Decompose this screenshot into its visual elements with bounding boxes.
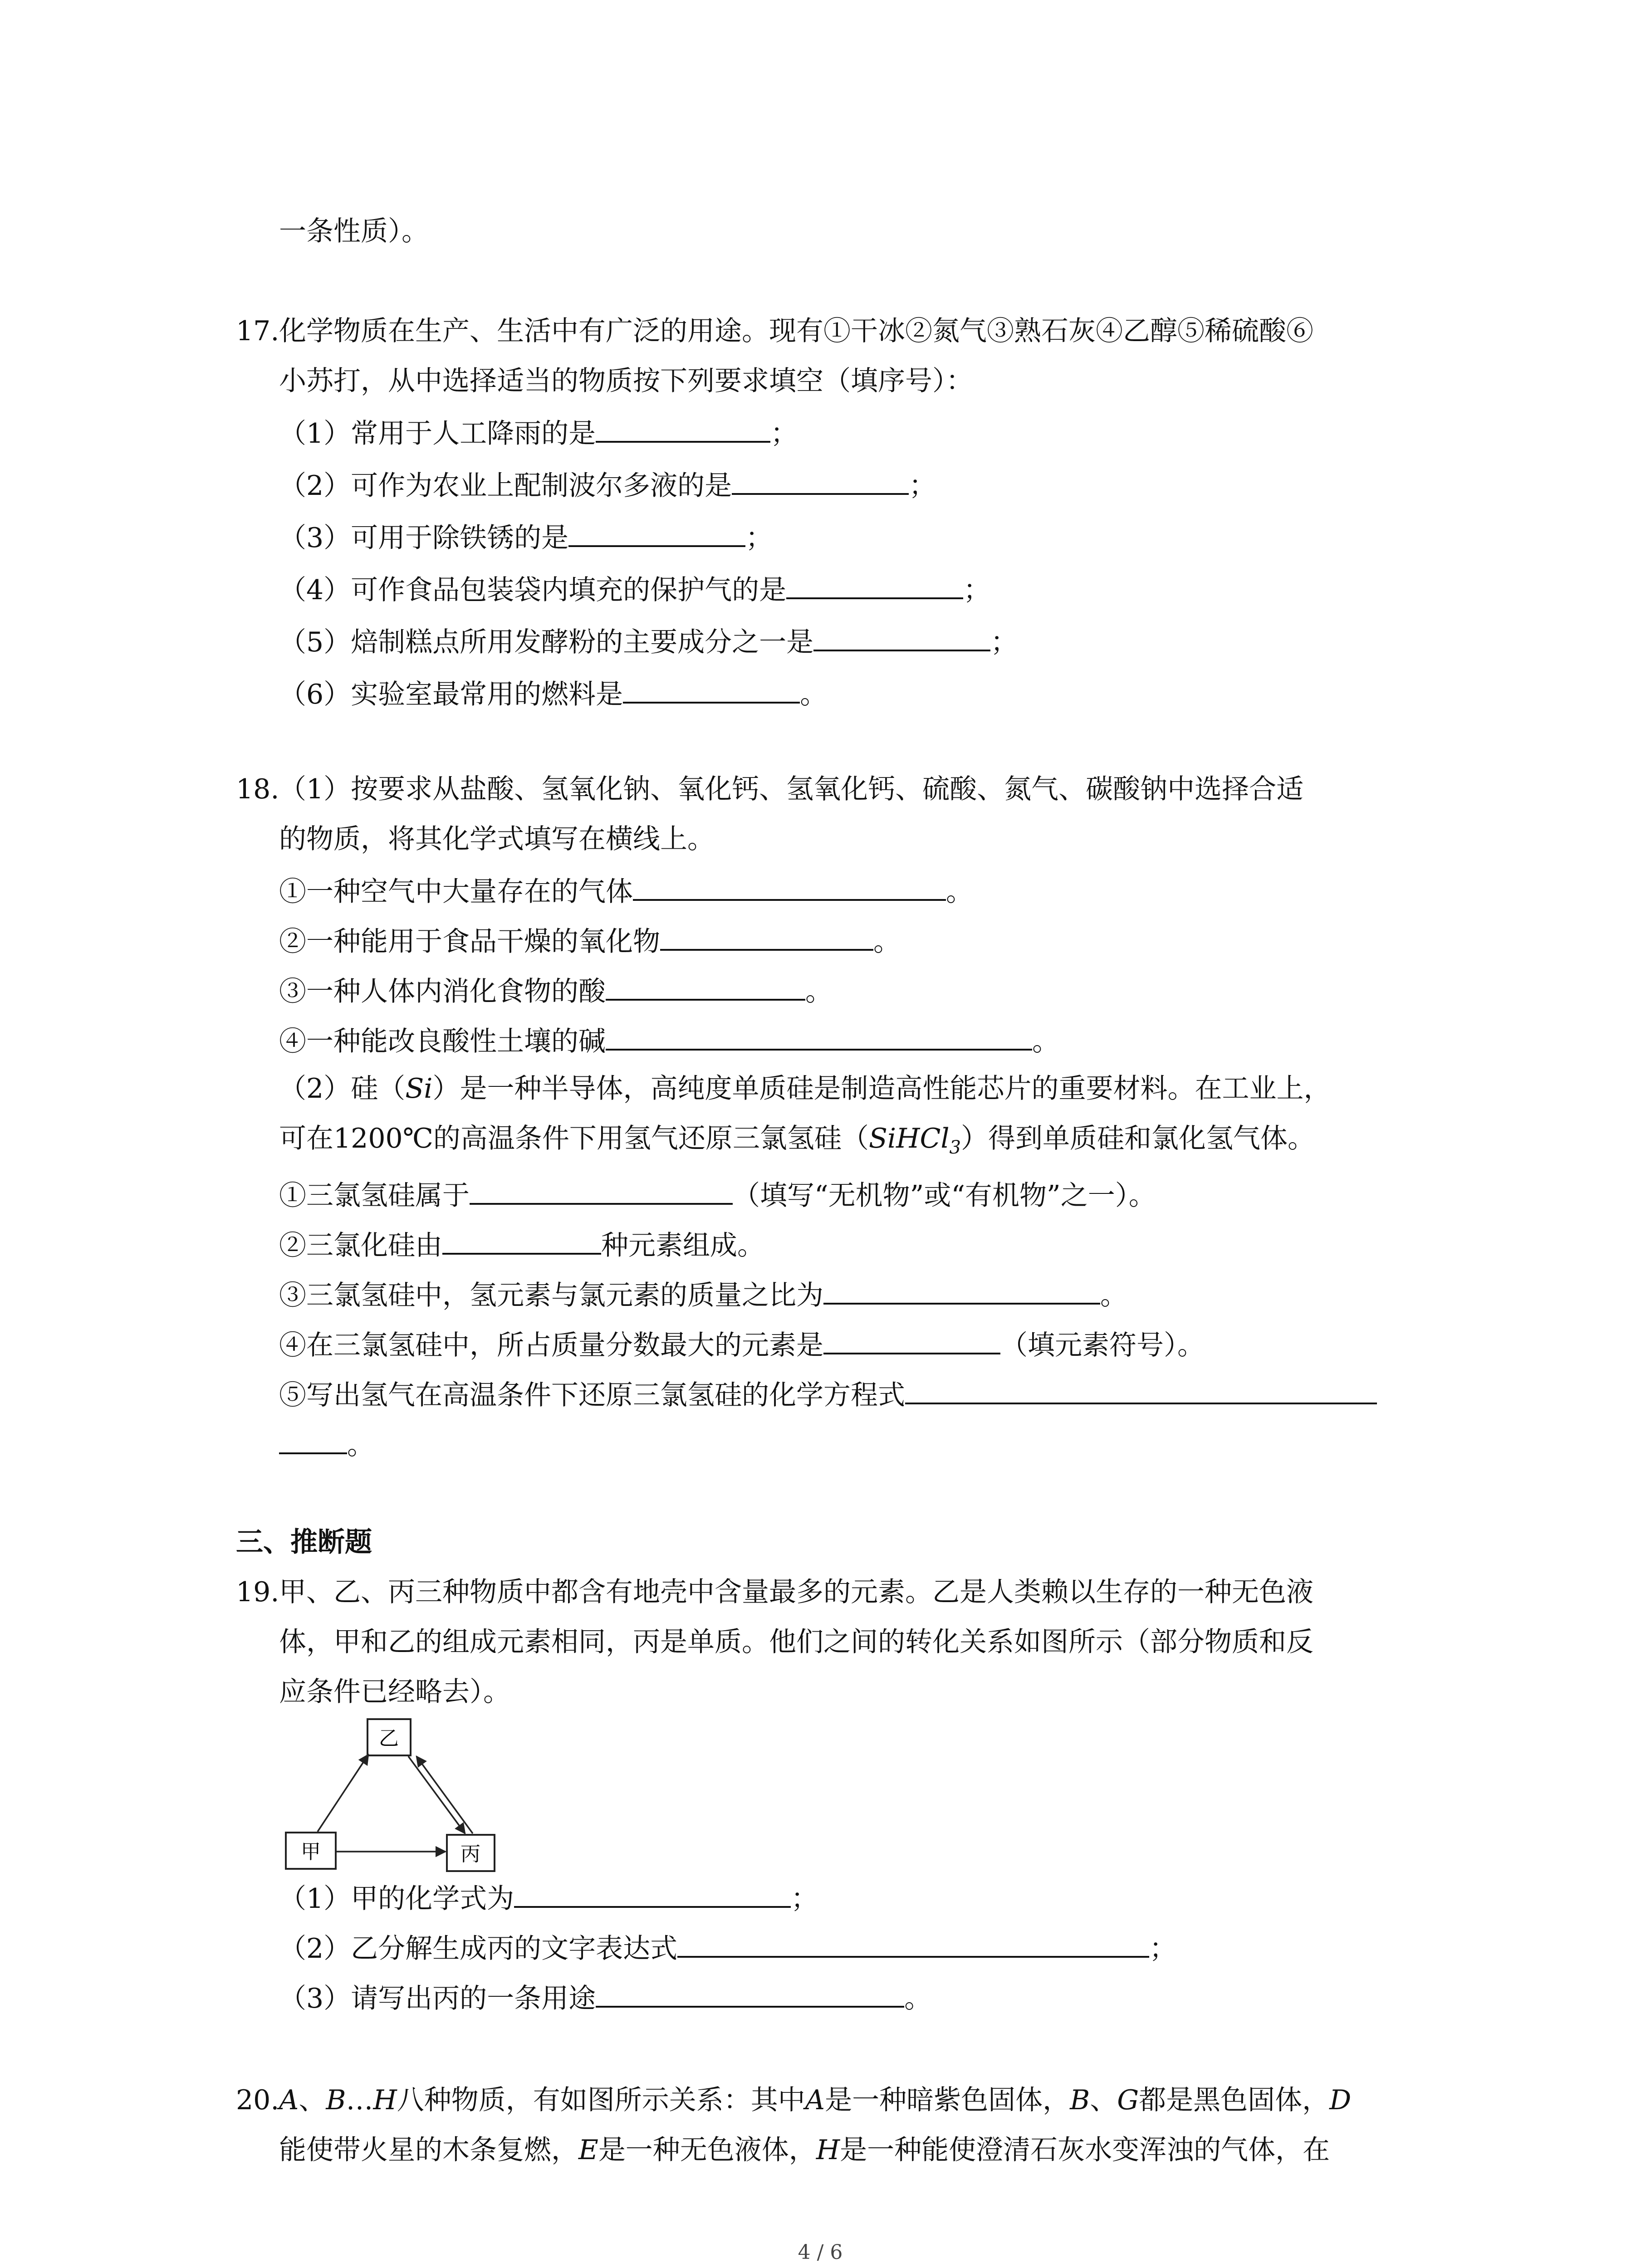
q18-part1-item-3: ③一种人体内消化食物的酸 。 bbox=[279, 971, 833, 1010]
section-heading: 三、推断题 bbox=[236, 1526, 372, 1558]
q20-text-run: 八种物质，有如图所示关系：其中 bbox=[397, 2084, 805, 2116]
arrow-bing-to-yi bbox=[416, 1756, 473, 1833]
q16-tail: 一条性质）。 bbox=[279, 215, 429, 247]
q20-text-run: 能使带火星的木条复燃， bbox=[279, 2134, 578, 2166]
q19-number: 19. bbox=[236, 1576, 279, 1608]
page-number: 4 / 6 bbox=[798, 2241, 843, 2264]
q18-part2-line1: （2）硅（Si）是一种半导体，高纯度单质硅是制造高性能芯片的重要材料。在工业上， bbox=[279, 1073, 1331, 1105]
q20-text-run: A bbox=[805, 2084, 825, 2116]
q19-item-1: （1）甲的化学式为 ； bbox=[279, 1878, 818, 1917]
answer-blank[interactable] bbox=[786, 569, 963, 599]
q18-stem-line1: （1）按要求从盐酸、氢氧化钠、氧化钙、氢氧化钙、硫酸、氮气、碳酸钠中选择合适 bbox=[279, 773, 1304, 805]
answer-blank[interactable] bbox=[677, 1928, 1149, 1958]
q18-part2-line2: 可在1200℃的高温条件下用氢气还原三氯氢硅（SiHCl$_3$）得到单质硅和氯化氢气体。 bbox=[279, 1123, 1315, 1158]
q20-text-run: D bbox=[1329, 2084, 1352, 2116]
answer-blank[interactable] bbox=[568, 517, 745, 547]
q18-stem-line2: 的物质，将其化学式填写在横线上。 bbox=[279, 823, 715, 855]
answer-blank[interactable] bbox=[279, 1424, 347, 1454]
node-jia-label: 甲 bbox=[301, 1840, 321, 1863]
conversion-diagram bbox=[272, 1696, 517, 1873]
q18-part2-item-1: ①三氯氢硅属于 （填写“无机物”或“有机物”之一）。 bbox=[279, 1175, 1156, 1214]
q19-stem-line2: 体，甲和乙的组成元素相同，丙是单质。他们之间的转化关系如图所示（部分物质和反 bbox=[279, 1626, 1313, 1658]
q20-text-run: G bbox=[1117, 2084, 1139, 2116]
q19-item-2: （2）乙分解生成丙的文字表达式 ； bbox=[279, 1928, 1176, 1967]
q18-number: 18. bbox=[236, 773, 279, 805]
q20-text-run: H bbox=[816, 2134, 840, 2166]
q19-stem-line3: 应条件已经略去）。 bbox=[279, 1676, 510, 1708]
answer-blank[interactable] bbox=[623, 674, 800, 704]
answer-blank[interactable] bbox=[823, 1275, 1100, 1305]
arrow-jia-to-yi bbox=[318, 1755, 368, 1832]
q18-part2-item-5: ⑤写出氢气在高温条件下还原三氯氢硅的化学方程式 bbox=[279, 1374, 1377, 1413]
q18-part2-item-4: ④在三氯氢硅中，所占质量分数最大的元素是 （填元素符号）。 bbox=[279, 1325, 1205, 1364]
q17-item-3: （3）可用于除铁锈的是 ； bbox=[279, 517, 773, 556]
answer-blank[interactable] bbox=[823, 1325, 1000, 1354]
q20-text-run: B bbox=[1070, 2084, 1090, 2116]
q17-item-2: （2）可作为农业上配制波尔多液的是 ； bbox=[279, 465, 936, 504]
q19-stem-line1: 甲、乙、丙三种物质中都含有地壳中含量最多的元素。乙是人类赖以生存的一种无色液 bbox=[279, 1576, 1313, 1608]
node-yi-label: 乙 bbox=[379, 1727, 399, 1750]
q20-text-run: 、 bbox=[299, 2084, 326, 2116]
q20-stem-line1 bbox=[279, 2082, 1351, 2118]
q20-text-run: E bbox=[578, 2134, 598, 2166]
answer-blank[interactable] bbox=[596, 413, 770, 443]
answer-blank[interactable] bbox=[470, 1175, 733, 1205]
q20-text-run: H bbox=[373, 2084, 397, 2116]
q18-part2-item-5-cont: 。 bbox=[279, 1424, 374, 1463]
answer-blank[interactable] bbox=[633, 871, 946, 901]
answer-blank[interactable] bbox=[596, 1978, 904, 2008]
node-bing-label: 丙 bbox=[460, 1843, 480, 1866]
answer-blank[interactable] bbox=[606, 1021, 1032, 1051]
answer-blank[interactable] bbox=[732, 465, 909, 495]
q17-item-1: （1）常用于人工降雨的是 ； bbox=[279, 413, 798, 452]
q17-number: 17. bbox=[236, 315, 279, 347]
answer-blank[interactable] bbox=[514, 1878, 791, 1908]
q20-text-run: 都是黑色固体， bbox=[1139, 2084, 1330, 2116]
q18-part1-item-4: ④一种能改良酸性土壤的碱 。 bbox=[279, 1021, 1059, 1060]
answer-blank[interactable] bbox=[813, 621, 990, 651]
q18-part2-item-3: ③三氯氢硅中，氢元素与氯元素的质量之比为 。 bbox=[279, 1275, 1127, 1314]
answer-blank[interactable] bbox=[660, 921, 873, 951]
q20-stem-line2 bbox=[279, 2132, 1330, 2168]
q20-text-run: B bbox=[326, 2084, 346, 2116]
q18-part1-item-1: ①一种空气中大量存在的气体 。 bbox=[279, 871, 973, 910]
q20-text-run: … bbox=[346, 2084, 373, 2116]
q19-item-3: （3）请写出丙的一条用途 。 bbox=[279, 1978, 931, 2017]
answer-blank[interactable] bbox=[442, 1225, 601, 1255]
q20-text-run: 是一种能使澄清石灰水变浑浊的气体，在 bbox=[840, 2134, 1330, 2166]
q20-text-run: A bbox=[279, 2084, 299, 2116]
q17-item-5: （5）焙制糕点所用发酵粉的主要成分之一是 ； bbox=[279, 621, 1018, 660]
q17-stem-line2: 小苏打，从中选择适当的物质按下列要求填空（填序号）： bbox=[279, 365, 973, 397]
q18-part2-item-2: ②三氯化硅由 种元素组成。 bbox=[279, 1225, 764, 1264]
q20-text-run: 、 bbox=[1090, 2084, 1117, 2116]
q17-item-6: （6）实验室最常用的燃料是 。 bbox=[279, 674, 827, 713]
answer-blank[interactable] bbox=[606, 971, 805, 1001]
q20-text-run: 是一种暗紫色固体， bbox=[825, 2084, 1070, 2116]
q17-item-4: （4）可作食品包装袋内填充的保护气的是 ； bbox=[279, 569, 990, 608]
q20-text-run: 是一种无色液体， bbox=[598, 2134, 816, 2166]
q20-number: 20. bbox=[236, 2084, 279, 2116]
arrow-yi-to-bing bbox=[408, 1756, 465, 1833]
q18-part1-item-2: ②一种能用于食品干燥的氧化物 。 bbox=[279, 921, 901, 960]
answer-blank[interactable] bbox=[905, 1374, 1377, 1404]
q17-stem-line1: 化学物质在生产、生活中有广泛的用途。现有①干冰②氮气③熟石灰④乙醇⑤稀硫酸⑥ bbox=[279, 315, 1313, 347]
